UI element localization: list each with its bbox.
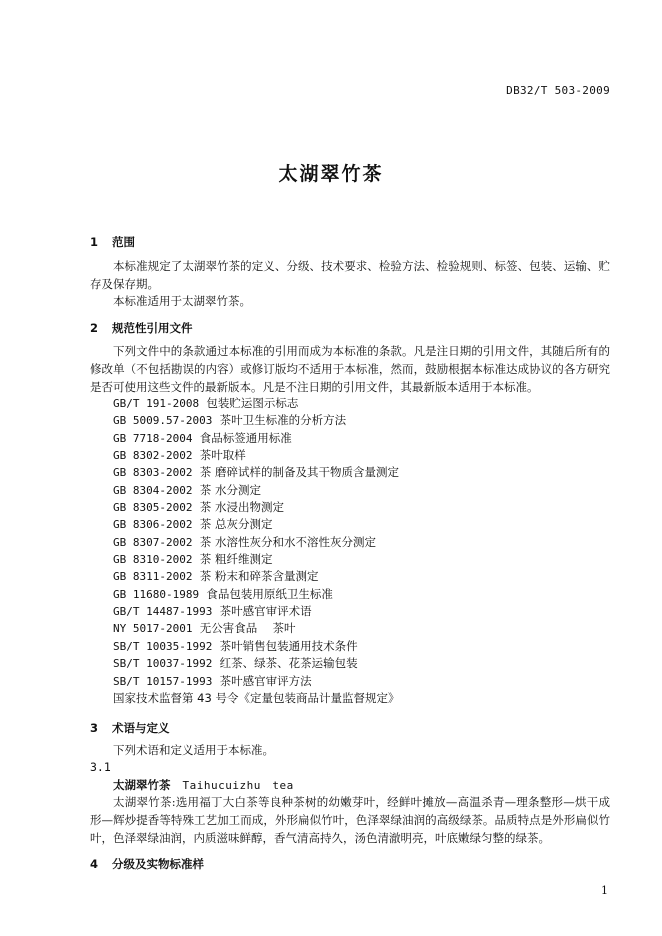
reference-item — [113, 534, 399, 551]
section-number: 3 — [90, 721, 99, 735]
reference-item — [113, 690, 399, 707]
reference-title: 茶叶感官审评方法 — [219, 673, 312, 688]
reference-item — [113, 655, 399, 672]
reference-item — [113, 464, 399, 481]
reference-title: 茶 水分测定 — [199, 482, 261, 497]
document-title: 太湖翠竹茶 — [278, 163, 384, 185]
reference-code: GB/T 14487-1993 — [113, 605, 213, 619]
reference-code: GB 8304-2002 — [113, 483, 193, 497]
reference-item — [113, 638, 399, 655]
reference-title: 茶 水溶性灰分和水不溶性灰分测定 — [199, 534, 376, 549]
reference-item — [113, 412, 399, 429]
reference-title: 无公害食品 茶叶 — [199, 621, 296, 636]
section-3-heading — [90, 720, 170, 736]
reference-item — [113, 430, 399, 447]
reference-item — [113, 447, 399, 464]
reference-item — [113, 603, 399, 620]
section-1-paragraph-2: 本标准适用于太湖翠竹茶。 — [113, 294, 251, 308]
standard-code: DB32/T 503-2009 — [506, 84, 610, 97]
reference-code: GB/T 191-2008 — [113, 397, 200, 410]
section-2-heading — [90, 320, 193, 336]
reference-item — [113, 586, 399, 603]
section-number: 2 — [90, 321, 99, 335]
reference-title: 茶叶卫生标准的分析方法 — [219, 413, 347, 428]
reference-title: 茶 磨碎试样的制备及其干物质含量测定 — [199, 465, 399, 480]
section-number: 4 — [90, 857, 99, 871]
page-number: 1 — [601, 884, 608, 897]
reference-code: SB/T 10037-1992 — [113, 657, 213, 671]
normative-reference-list — [113, 395, 399, 707]
reference-title: 国家技术监督第 43 号令《定量包装商品计量监督规定》 — [113, 690, 400, 705]
reference-title: 食品包装用原纸卫生标准 — [206, 586, 333, 601]
reference-title: 红茶、绿茶、花茶运输包装 — [219, 656, 358, 671]
reference-code: GB 11680-1989 — [113, 587, 200, 601]
reference-code: GB 7718-2004 — [113, 431, 193, 445]
reference-item — [113, 620, 399, 637]
reference-code: GB 8305-2002 — [113, 501, 193, 515]
section-1-paragraph-1: 本标准规定了太湖翠竹茶的定义、分级、技术要求、检验方法、检验规则、标签、包装、运输、贮存及保存期。 — [90, 259, 610, 291]
section-number: 1 — [90, 235, 99, 249]
reference-code: GB 5009.57-2003 — [113, 414, 213, 428]
term-name-english: Taihucuizhu tea — [182, 779, 294, 792]
reference-item — [113, 673, 399, 690]
reference-item — [113, 395, 399, 412]
reference-title: 包装贮运图示标志 — [206, 396, 299, 410]
section-title: 术语与定义 — [112, 721, 170, 735]
reference-code: NY 5017-2001 — [113, 622, 193, 636]
section-2-paragraph-1: 下列文件中的条款通过本标准的引用而成为本标准的条款。凡是注日期的引用文件，其随后所有的修改单（不包括勘误的内容）或修订版均不适用于本标准，然而，鼓励根据本标准达成协议的各方研究是否可使用这些文件的最新版本。凡是不注日期的引用文件，其最新版本适用于本标准。 — [90, 344, 610, 394]
reference-title: 茶 粉末和碎茶含量测定 — [199, 569, 319, 584]
reference-item — [113, 499, 399, 516]
reference-title: 茶 总灰分测定 — [199, 517, 273, 532]
section-1-heading — [90, 234, 135, 250]
reference-item — [113, 568, 399, 585]
section-title: 分级及实物标准样 — [112, 857, 205, 871]
section-title: 规范性引用文件 — [112, 321, 193, 335]
reference-code: GB 8311-2002 — [113, 570, 193, 584]
reference-code: GB 8310-2002 — [113, 553, 193, 567]
section-title: 范围 — [112, 235, 136, 249]
reference-code: SB/T 10035-1992 — [113, 639, 213, 653]
reference-title: 茶 水浸出物测定 — [199, 500, 284, 515]
reference-item — [113, 482, 399, 499]
reference-title: 茶叶感官审评术语 — [219, 604, 312, 619]
reference-item — [113, 551, 399, 568]
reference-title: 茶叶取样 — [199, 448, 246, 463]
term-number: 3.1 — [90, 760, 111, 774]
reference-code: GB 8303-2002 — [113, 466, 193, 480]
reference-code: GB 8302-2002 — [113, 449, 193, 463]
section-4-heading — [90, 856, 204, 872]
reference-title: 茶 粗纤维测定 — [199, 552, 273, 567]
reference-code: GB 8306-2002 — [113, 518, 193, 532]
reference-code: SB/T 10157-1993 — [113, 674, 213, 688]
reference-title: 食品标签通用标准 — [199, 430, 292, 445]
reference-item — [113, 516, 399, 533]
term-name — [113, 777, 294, 793]
section-3-paragraph-1: 下列术语和定义适用于本标准。 — [113, 743, 274, 757]
term-name-chinese: 太湖翠竹茶 — [113, 778, 171, 792]
reference-code: GB 8307-2002 — [113, 535, 193, 549]
reference-title: 茶叶销售包装通用技术条件 — [219, 638, 358, 653]
term-definition: 太湖翠竹茶:选用福丁大白茶等良种茶树的幼嫩芽叶，经鲜叶摊放—高温杀青—理条整形—烘干成形—辉炒提香等特殊工艺加工而成，外形扁似竹叶，色泽翠绿油润的高级绿茶。品质特点是外形扁似竹叶，色泽翠绿油润，内质滋味鲜醇，香气清高持久，汤色清澈明亮，叶底嫩绿匀整的绿茶。 — [90, 795, 610, 845]
